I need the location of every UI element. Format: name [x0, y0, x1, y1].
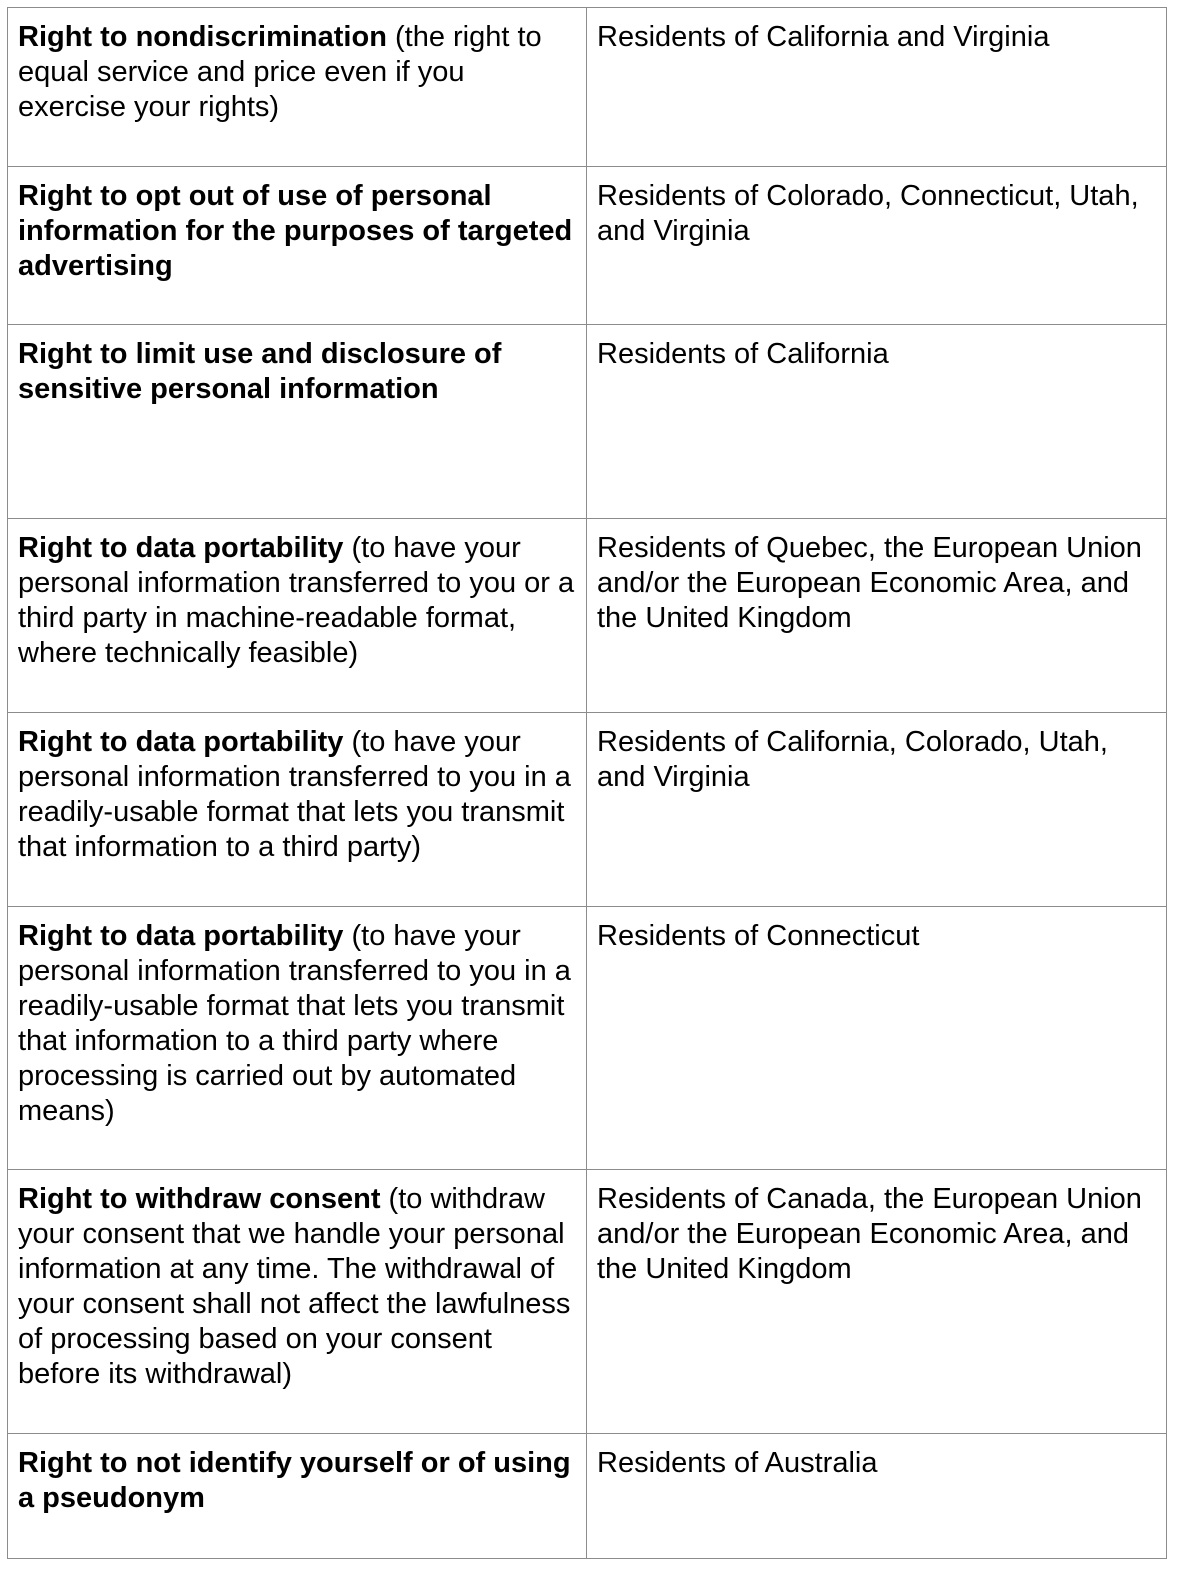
- right-cell: [8, 325, 587, 519]
- applies-to-cell: Residents of Canada, the European Union and/or the European Economic Area, and the United Kingdom: [587, 1170, 1167, 1434]
- right-description: (to have your personal information transferred to you in a readily-usable format that lets you transmit that information to a third party): [18, 726, 571, 863]
- right-title: Right to data portability: [18, 532, 344, 564]
- right-description: (the right to equal service and price even if you exercise your rights): [18, 21, 542, 123]
- right-cell: [8, 907, 587, 1170]
- applies-to-cell: Residents of Connecticut: [587, 907, 1167, 1170]
- right-description: (to have your personal information transferred to you or a third party in machine-readable format, where technically feasible): [18, 532, 575, 669]
- right-title: Right to data portability: [18, 920, 344, 952]
- right-cell: [8, 167, 587, 325]
- right-title: Right to not identify yourself or of using a pseudonym: [18, 1447, 571, 1514]
- applies-to-cell: Residents of Australia: [587, 1434, 1167, 1559]
- applies-to-cell: Residents of California: [587, 325, 1167, 519]
- applies-to-cell: Residents of California and Virginia: [587, 8, 1167, 167]
- table-row: [8, 713, 1167, 907]
- table-row: [8, 325, 1167, 519]
- right-title: Right to withdraw consent: [18, 1183, 381, 1215]
- applies-to-cell: Residents of California, Colorado, Utah, and Virginia: [587, 713, 1167, 907]
- table-row: [8, 907, 1167, 1170]
- right-cell: [8, 713, 587, 907]
- table-row: [8, 519, 1167, 713]
- applies-to-cell: Residents of Quebec, the European Union and/or the European Economic Area, and the United Kingdom: [587, 519, 1167, 713]
- applies-to-cell: Residents of Colorado, Connecticut, Utah, and Virginia: [587, 167, 1167, 325]
- right-title: Right to nondiscrimination: [18, 21, 387, 53]
- right-title: Right to opt out of use of personal information for the purposes of targeted advertising: [18, 180, 573, 282]
- rights-table: [7, 7, 1167, 1559]
- right-title: Right to data portability: [18, 726, 344, 758]
- right-description: (to have your personal information transferred to you in a readily-usable format that lets you transmit that information to a third party where processing is carried out by automated means): [18, 920, 571, 1127]
- right-cell: [8, 1170, 587, 1434]
- table-row: [8, 8, 1167, 167]
- table-row: [8, 167, 1167, 325]
- table-row: [8, 1434, 1167, 1559]
- right-cell: [8, 8, 587, 167]
- table-row: [8, 1170, 1167, 1434]
- right-cell: [8, 1434, 587, 1559]
- right-title: Right to limit use and disclosure of sensitive personal information: [18, 338, 502, 405]
- right-description: (to withdraw your consent that we handle your personal information at any time. The withdrawal of your consent shall not affect the lawfulness of processing based on your consent before its withdrawal): [18, 1183, 571, 1390]
- right-cell: [8, 519, 587, 713]
